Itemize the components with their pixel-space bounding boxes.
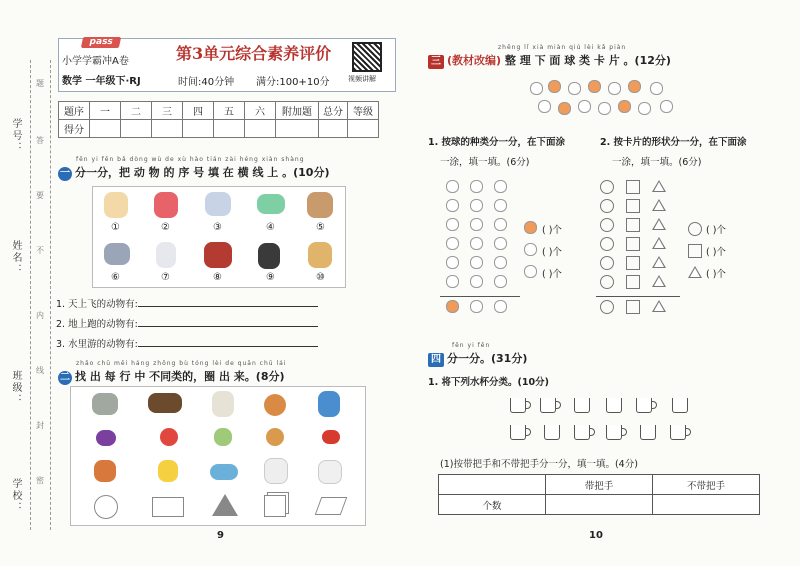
duckling-icon[interactable] <box>158 460 178 482</box>
exam-time: 时间:40分钟 <box>178 77 235 88</box>
class-label: 班级： <box>10 370 21 406</box>
sec4-pinyin: fēn yi fēn <box>452 342 491 349</box>
score-cell[interactable] <box>152 120 183 138</box>
coloring-cell[interactable] <box>494 218 507 231</box>
score-cell[interactable] <box>276 120 319 138</box>
goose-icon[interactable] <box>264 458 288 484</box>
circle-icon <box>688 222 702 236</box>
coloring-cell[interactable] <box>626 275 640 289</box>
crane-icon[interactable] <box>212 391 234 417</box>
pass-logo: pass <box>81 37 121 48</box>
binding-line-inner <box>50 60 51 530</box>
score-cell[interactable] <box>245 120 276 138</box>
football-card-icon <box>538 100 551 113</box>
count-blank[interactable]: ( )个 <box>706 225 726 236</box>
sec1-title: 分一分，把 动 物 的 序 号 填 在 横 线 上 。(10分) <box>75 166 330 179</box>
sec4-number: 四 <box>428 353 444 367</box>
animal-number: ⑤ <box>316 222 325 233</box>
coloring-cell[interactable] <box>470 237 483 250</box>
deer-icon <box>308 242 332 268</box>
basketball-card-icon <box>558 102 571 115</box>
basketball-card-icon <box>588 80 601 93</box>
margin-mark: 题 <box>36 79 44 88</box>
sec2-title: 找 出 每 行 中 不同类的，圈 出 来。(8分) <box>75 370 285 383</box>
school-label: 学校： <box>10 478 21 514</box>
sec4-title-row <box>428 350 527 367</box>
football-icon <box>470 300 483 313</box>
animal-number: ⑩ <box>316 272 325 283</box>
animal-number: ④ <box>266 222 275 233</box>
chili-icon[interactable] <box>322 430 340 444</box>
header-cell: 四 <box>183 102 214 120</box>
count-blank[interactable]: ( )个 <box>542 247 562 258</box>
answer-line[interactable] <box>138 306 318 307</box>
animal-number: ② <box>161 222 170 233</box>
coloring-cell[interactable] <box>494 237 507 250</box>
sec3-number: 三 <box>428 55 444 69</box>
page-number-right: 10 <box>589 530 603 541</box>
coloring-cell[interactable] <box>652 275 666 287</box>
sec3-q2: 2. 按卡片的形状分一分，在下面涂 <box>600 137 747 148</box>
corner-cell <box>439 475 546 495</box>
sec1-title-row <box>58 164 330 181</box>
coloring-cell[interactable] <box>494 199 507 212</box>
header-cell: 附加题 <box>276 102 319 120</box>
cup-with-handle-icon <box>540 398 556 413</box>
header-cell: 五 <box>214 102 245 120</box>
header-cell: 二 <box>121 102 152 120</box>
snail-icon[interactable] <box>264 394 286 416</box>
animal-number: ⑧ <box>213 272 222 283</box>
sec1-q1: 1. 天上飞的动物有: <box>56 296 318 310</box>
volleyball-icon <box>494 300 507 313</box>
sec3-q1b: 一涂，填一填。(6分) <box>440 157 530 168</box>
coloring-cell[interactable] <box>446 218 459 231</box>
volleyball-card-icon <box>568 82 581 95</box>
football-card-icon <box>530 82 543 95</box>
sec3-pinyin: zhěng lǐ xià miàn qiú lèi kǎ piàn <box>498 44 627 51</box>
football-card-icon <box>598 102 611 115</box>
coloring-cell[interactable] <box>600 180 614 194</box>
cup-without-handle-icon <box>606 398 622 413</box>
bread-icon[interactable] <box>266 428 284 446</box>
qr-code-icon[interactable] <box>352 42 382 72</box>
goat-icon <box>307 192 333 218</box>
score-table <box>58 101 379 138</box>
coloring-cell[interactable] <box>470 218 483 231</box>
coloring-cell[interactable] <box>470 180 483 193</box>
sec1-pinyin: fēn yi fēn bǎ dòng wù de xù hào tián zài héng xiàn shàng <box>76 156 305 163</box>
basketball-card-icon <box>548 80 561 93</box>
name-label: 姓名： <box>10 240 21 276</box>
answer-line[interactable] <box>138 326 318 327</box>
football-card-icon <box>660 100 673 113</box>
sec3-title-row <box>428 52 671 69</box>
cup-with-handle-icon <box>606 425 622 440</box>
count-cell[interactable] <box>653 495 760 515</box>
sec3-tag: (教材改编) <box>447 54 502 67</box>
score-cell[interactable] <box>348 120 379 138</box>
coloring-cell[interactable] <box>600 275 614 289</box>
coloring-cell[interactable] <box>600 256 614 270</box>
sec1-q3: 3. 水里游的动物有: <box>56 336 318 350</box>
sec4-sub1: (1)按带把手和不带把手分一分，填一填。(4分) <box>440 459 638 470</box>
score-cell[interactable] <box>319 120 348 138</box>
header-cell: 总分 <box>319 102 348 120</box>
sec3-title: 整 理 下 面 球 类 卡 片 。(12分) <box>504 54 671 67</box>
coloring-cell[interactable] <box>446 180 459 193</box>
header-cell: 等级 <box>348 102 379 120</box>
col-without-handle: 不带把手 <box>653 475 760 495</box>
count-blank[interactable]: ( )个 <box>542 269 562 280</box>
header-cell: 六 <box>245 102 276 120</box>
animal-number: ① <box>111 222 120 233</box>
bird-icon[interactable] <box>92 393 118 415</box>
coloring-cell[interactable] <box>494 256 507 269</box>
sec4-title: 分一分。(31分) <box>447 352 528 365</box>
cup-without-handle-icon <box>544 425 560 440</box>
coloring-cell[interactable] <box>446 199 459 212</box>
cup-with-handle-icon <box>574 425 590 440</box>
football-card-icon <box>608 82 621 95</box>
student-id-label: 学号： <box>10 118 21 154</box>
coloring-cell[interactable] <box>470 256 483 269</box>
coloring-cell[interactable] <box>626 218 640 232</box>
count-blank[interactable]: ( )个 <box>706 269 726 280</box>
animal-number: ⑥ <box>111 272 120 283</box>
dog-icon <box>205 192 231 216</box>
margin-mark: 不 <box>36 246 44 255</box>
margin-mark: 要 <box>36 191 44 200</box>
sec4-q1: 1. 将下列水杯分类。(10分) <box>428 377 549 388</box>
parrot-icon[interactable] <box>318 391 340 417</box>
square-icon <box>688 244 702 258</box>
football-icon <box>524 243 537 256</box>
horse-icon <box>204 242 232 268</box>
series-name: 小学学霸冲A卷 <box>62 56 129 67</box>
cup-without-handle-icon <box>574 398 590 413</box>
square-icon <box>626 300 640 314</box>
basketball-icon <box>446 300 459 313</box>
score-row-label: 得分 <box>59 120 90 138</box>
coloring-cell[interactable] <box>494 180 507 193</box>
count-blank[interactable]: ( )个 <box>706 247 726 258</box>
coloring-cell[interactable] <box>600 218 614 232</box>
margin-mark: 封 <box>36 421 44 430</box>
header-cell: 三 <box>152 102 183 120</box>
animal-number: ⑦ <box>161 272 170 283</box>
coloring-cell[interactable] <box>626 180 640 194</box>
sec2-title-row <box>58 368 285 385</box>
exam-title: 第3单元综合素养评价 <box>176 44 332 63</box>
subject-grade: 数学 一年级下·RJ <box>62 76 141 87</box>
margin-mark: 密 <box>36 476 44 485</box>
coloring-cell[interactable] <box>652 218 666 230</box>
cup-with-handle-icon <box>670 425 686 440</box>
coloring-cell[interactable] <box>470 199 483 212</box>
coloring-cell[interactable] <box>652 180 666 192</box>
basketball-icon <box>524 221 537 234</box>
cube-shape-icon[interactable] <box>264 495 286 517</box>
basketball-card-icon <box>618 100 631 113</box>
triangle-icon <box>688 266 702 278</box>
score-cell[interactable] <box>214 120 245 138</box>
coloring-cell[interactable] <box>600 237 614 251</box>
rooster-icon[interactable] <box>94 460 116 482</box>
sec1-q2: 2. 地上跑的动物有: <box>56 316 318 330</box>
margin-mark: 内 <box>36 311 44 320</box>
header-cell: 题序 <box>59 102 90 120</box>
count-blank[interactable]: ( )个 <box>542 225 562 236</box>
page-number-left: 9 <box>217 530 224 541</box>
score-cell[interactable] <box>121 120 152 138</box>
animal-number: ⑨ <box>266 272 275 283</box>
lamb-icon[interactable] <box>318 460 342 484</box>
binding-line <box>30 60 31 530</box>
score-cell[interactable] <box>183 120 214 138</box>
sec1-number: 一 <box>60 168 70 179</box>
volleyball-icon <box>524 265 537 278</box>
coloring-cell[interactable] <box>470 275 483 288</box>
basketball-card-icon <box>628 80 641 93</box>
coloring-cell[interactable] <box>626 237 640 251</box>
bird-icon <box>104 243 130 265</box>
header-cell: 一 <box>90 102 121 120</box>
rectangle-shape-icon[interactable] <box>152 497 184 517</box>
margin-mark: 线 <box>36 366 44 375</box>
sec3-q1: 1. 按球的种类分一分，在下面涂 <box>428 137 566 148</box>
fish-icon <box>257 194 285 214</box>
cup-with-handle-icon <box>510 425 526 440</box>
coloring-cell[interactable] <box>626 256 640 270</box>
coloring-cell[interactable] <box>626 199 640 213</box>
margin-mark: 答 <box>36 136 44 145</box>
score-cell[interactable] <box>90 120 121 138</box>
triangle-shape-icon[interactable] <box>212 494 238 516</box>
eagle-icon[interactable] <box>148 393 182 413</box>
cup-without-handle-icon <box>672 398 688 413</box>
volleyball-card-icon <box>638 102 651 115</box>
eggplant-icon[interactable] <box>96 430 116 446</box>
cup-with-handle-icon <box>510 398 526 413</box>
coloring-cell[interactable] <box>446 256 459 269</box>
count-cell[interactable] <box>546 495 653 515</box>
fish-icon[interactable] <box>210 464 238 480</box>
cup-count-table <box>438 474 760 515</box>
volleyball-card-icon <box>650 82 663 95</box>
circle-icon <box>600 300 614 314</box>
sec2-number: 二 <box>60 372 70 383</box>
qr-label: 视频讲解 <box>348 75 376 83</box>
tomato-icon[interactable] <box>160 428 178 446</box>
cup-without-handle-icon <box>640 425 656 440</box>
rabbit-icon <box>156 242 176 268</box>
coloring-cell[interactable] <box>652 237 666 249</box>
goose-icon <box>104 192 128 218</box>
squirrel-icon <box>154 192 178 218</box>
cabbage-icon[interactable] <box>214 428 232 446</box>
coloring-cell[interactable] <box>652 199 666 211</box>
shape-grid-baseline <box>596 296 680 297</box>
exam-full-score: 满分:100+10分 <box>256 77 330 88</box>
coloring-cell[interactable] <box>652 256 666 268</box>
answer-line[interactable] <box>138 346 318 347</box>
triangle-icon <box>652 300 666 312</box>
animal-number: ③ <box>213 222 222 233</box>
coloring-cell[interactable] <box>446 237 459 250</box>
sec3-q2b: 一涂，填一填。(6分) <box>612 157 702 168</box>
volleyball-card-icon <box>578 100 591 113</box>
sec2-pinyin: zhǎo chū měi háng zhōng bù tóng lèi de quān chū lái <box>76 360 287 367</box>
circle-shape-icon[interactable] <box>94 495 118 519</box>
cup-with-handle-icon <box>636 398 652 413</box>
coloring-cell[interactable] <box>446 275 459 288</box>
coloring-cell[interactable] <box>494 275 507 288</box>
row-count-label: 个数 <box>439 495 546 515</box>
toucan-icon <box>258 243 280 269</box>
ball-grid-baseline <box>440 296 520 297</box>
col-with-handle: 带把手 <box>546 475 653 495</box>
coloring-cell[interactable] <box>600 199 614 213</box>
